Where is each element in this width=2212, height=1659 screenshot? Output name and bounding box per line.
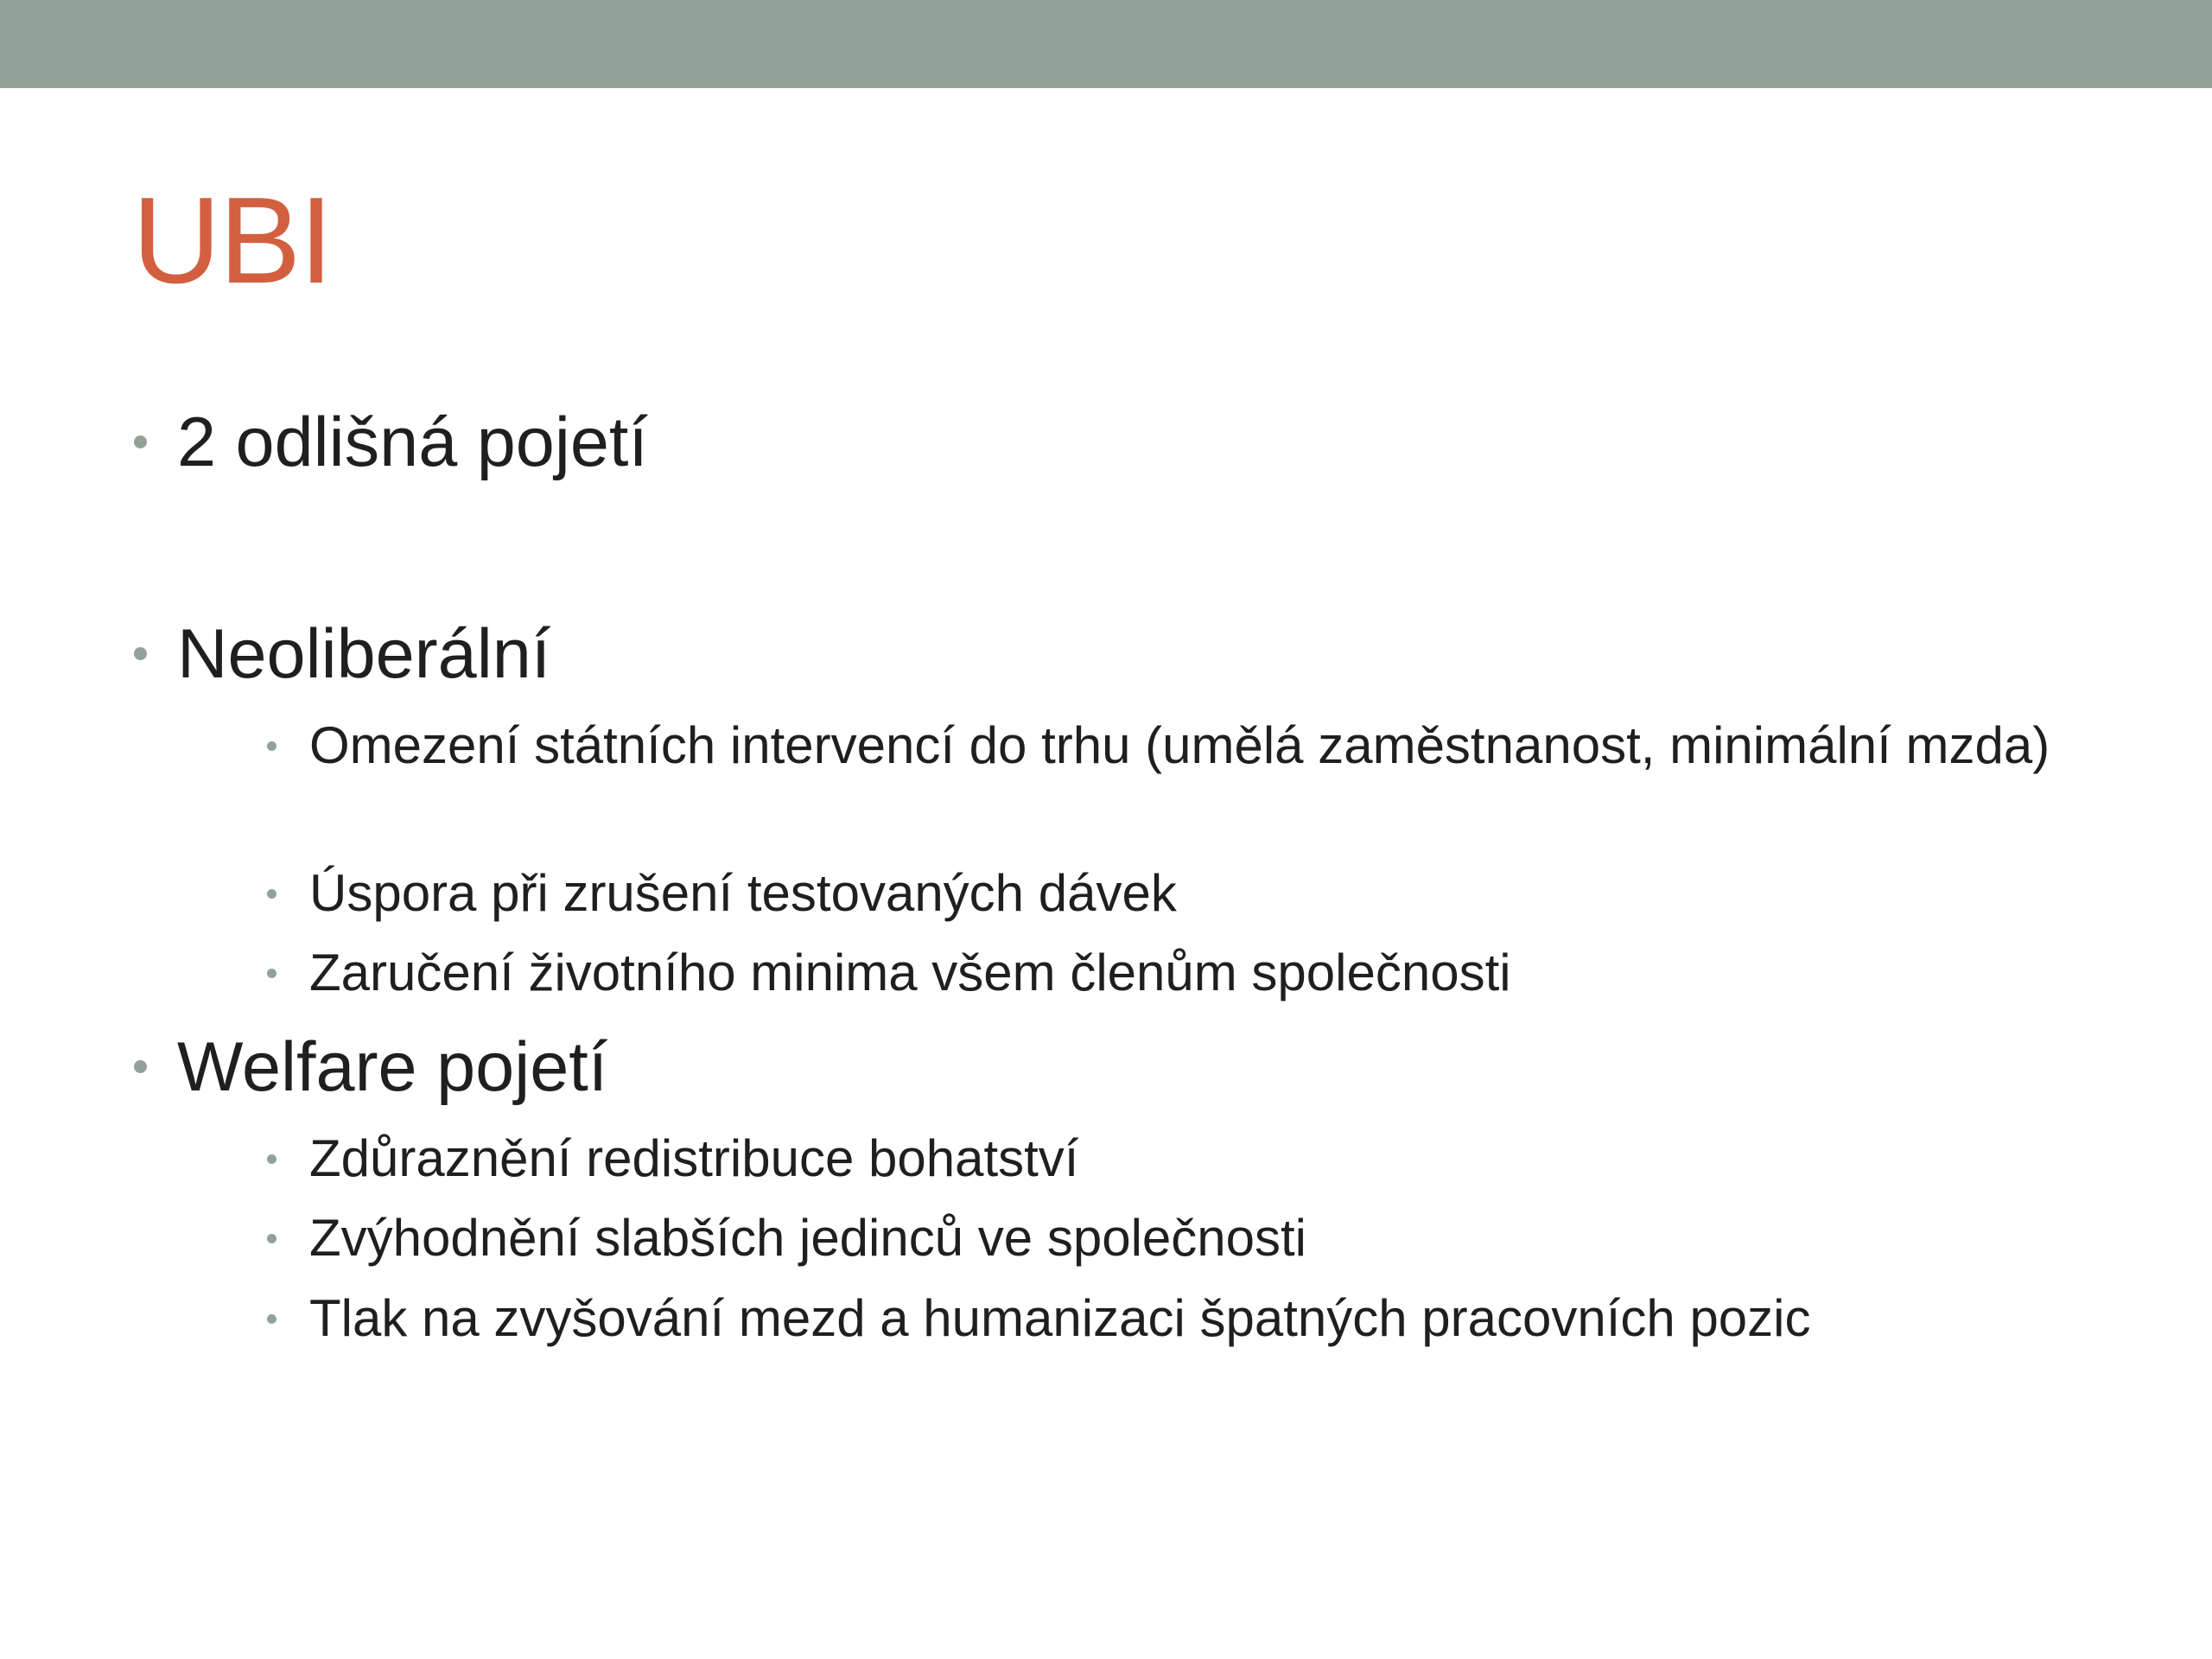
sub-bullet-dot-icon: [267, 741, 276, 751]
bullet-text: 2 odlišná pojetí: [177, 404, 648, 481]
sub-bullet-text: Úspora při zrušení testovaných dávek: [309, 864, 1177, 922]
sub-bullet-dot-icon: [267, 1234, 276, 1243]
bullet-text: Neoliberální: [177, 615, 551, 693]
sub-bullet-text: Tlak na zvyšování mezd a humanizaci špatných pracovních pozic: [309, 1289, 1811, 1347]
bullet-dot-icon: [134, 1060, 147, 1073]
bullet-dot-icon: [134, 647, 147, 660]
sub-bullet-dot-icon: [267, 1154, 276, 1164]
sub-bullet-dot-icon: [267, 1314, 276, 1324]
sub-bullet-text: Zaručení životního minima všem členům společnosti: [309, 944, 1511, 1001]
bullet-text: Welfare pojetí: [177, 1028, 608, 1106]
sub-bullet-text: Zdůraznění redistribuce bohatství: [309, 1129, 1079, 1187]
bullet-dot-icon: [134, 435, 147, 448]
slide-title: UBI: [132, 172, 332, 309]
sub-bullet-dot-icon: [267, 969, 276, 978]
slide-header-band: [0, 0, 2212, 88]
sub-bullet-text: Omezení státních intervencí do trhu (umělá zaměstnanost, minimální mzda): [309, 716, 2050, 774]
sub-bullet-dot-icon: [267, 889, 276, 899]
sub-bullet-text: Zvýhodnění slabších jedinců ve společnosti: [309, 1209, 1307, 1267]
